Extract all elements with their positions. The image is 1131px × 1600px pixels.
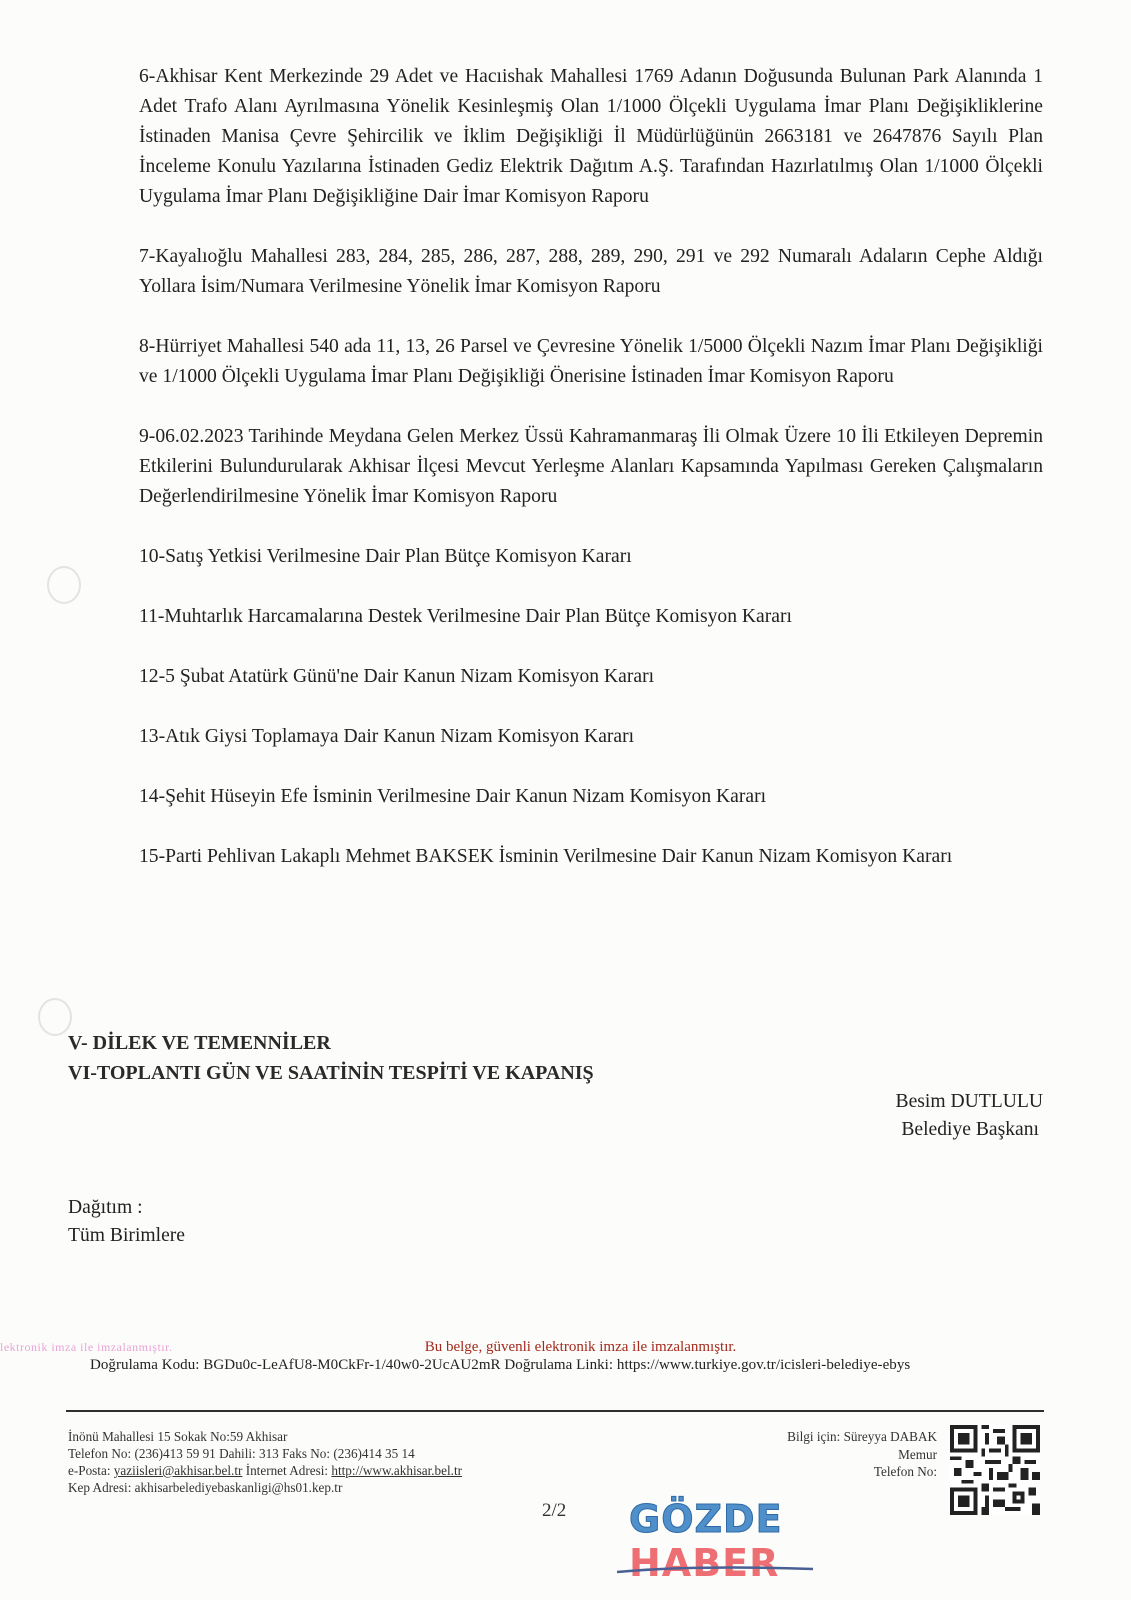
distribution-label: Dağıtım :: [68, 1197, 143, 1218]
kep-address: Kep Adresi: akhisarbelediyebaskanligi@hs01.kep.tr: [68, 1480, 343, 1495]
esignature-ghost-stamp: lektronik imza ile imzalanmıştır.: [0, 1340, 173, 1354]
logo-swoosh-icon: [615, 1563, 815, 1577]
agenda-item-8: 8-Hürriyet Mahallesi 540 ada 11, 13, 26 Parsel ve Çevresine Yönelik 1/5000 Ölçekli Nazım İmar Planı Değişikliği ve 1/1000 Ölçekli Uygulama İmar Planı Değişikliği Önerisine İstinaden İmar Komisyon Raporu: [139, 336, 1043, 387]
agenda-item-13: 13-Atık Giysi Toplamaya Dair Kanun Nizam Komisyon Kararı: [139, 726, 635, 747]
agenda-item-11: 11-Muhtarlık Harcamalarına Destek Verilmesine Dair Plan Bütçe Komisyon Kararı: [139, 606, 792, 627]
verification-code-label: Doğrulama Kodu:: [90, 1357, 200, 1373]
agenda-list: [139, 62, 1043, 902]
address: İnönü Mahallesi 15 Sokak No:59 Akhisar: [68, 1429, 288, 1444]
email-web-line: [68, 1462, 462, 1479]
distribution-value: Tüm Birimlere: [68, 1225, 185, 1246]
verification-link-label: Doğrulama Linki:: [504, 1357, 614, 1373]
phone-line: Telefon No: (236)413 59 91 Dahili: 313 Faks No: (236)414 35 14: [68, 1446, 415, 1461]
agenda-item-14: 14-Şehit Hüseyin Efe İsminin Verilmesine Dair Kanun Nizam Komisyon Kararı: [139, 786, 767, 807]
verification-line: [90, 1357, 910, 1374]
web-label: İnternet Adresi:: [245, 1463, 329, 1478]
logo-text-bottom: HABER: [629, 1541, 780, 1585]
agenda-item-9: 9-06.02.2023 Tarihinde Meydana Gelen Merkez Üssü Kahramanmaraş İli Olmak Üzere 10 İli Etkileyen Depremin Etkilerini Bulundurularak Akhisar İlçesi Mevcut Yerleşme Alanları Kapsamında Yapılması Gereken Çalışmaların Değerlendirilmesine Yönelik İmar Komisyon Raporu: [139, 426, 1043, 507]
signatory-name: Besim DUTLULU: [895, 1091, 1043, 1112]
agenda-item-10: 10-Satış Yetkisi Verilmesine Dair Plan Bütçe Komisyon Kararı: [139, 546, 632, 567]
gozde-haber-watermark-logo: [625, 1497, 825, 1589]
section-headings: [68, 1028, 594, 1088]
info-contact: Bilgi için: Süreyya DABAK: [787, 1429, 937, 1444]
email-link[interactable]: yaziisleri@akhisar.bel.tr: [113, 1463, 243, 1478]
verification-link[interactable]: https://www.turkiye.gov.tr/icisleri-belediye-ebys: [616, 1357, 911, 1373]
page-number: 2/2: [542, 1500, 567, 1521]
agenda-item-6: 6-Akhisar Kent Merkezinde 29 Adet ve Hacıishak Mahallesi 1769 Adanın Doğusunda Bulunan Park Alanında 1 Adet Trafo Alanı Ayrılmasına Yönelik Kesinleşmiş Olan 1/1000 Ölçekli Uygulama İmar Planı Değişikliklerine İstinaden Manisa Çevre Şehircilik ve İklim Değişikliği İl Müdürlüğünün 2663181 ve 2647876 Sayılı Plan İnceleme Konulu Yazılarına İstinaden Gediz Elektrik Dağıtım A.Ş. Tarafından Hazırlatılmış Olan 1/1000 Ölçekli Uygulama İmar Planı Değişikliğine Dair İmar Komisyon Raporu: [139, 66, 1043, 207]
verification-code: BGDu0c-LeAfU8-M0CkFr-1/40w0-2UcAU2mR: [203, 1357, 501, 1373]
web-link[interactable]: http://www.akhisar.bel.tr: [331, 1463, 463, 1478]
section-v-heading: V- DİLEK VE TEMENNİLER: [68, 1032, 331, 1054]
info-phone: Telefon No:: [873, 1464, 937, 1479]
footer-divider: [66, 1410, 1044, 1412]
punch-hole-top: [47, 566, 81, 604]
email-label: e-Posta:: [68, 1463, 111, 1478]
agenda-item-12: 12-5 Şubat Atatürk Günü'ne Dair Kanun Nizam Komisyon Kararı: [139, 666, 655, 687]
logo-text-top: GÖZDE: [629, 1497, 783, 1541]
agenda-item-15: 15-Parti Pehlivan Lakaplı Mehmet BAKSEK İsminin Verilmesine Dair Kanun Nizam Komisyon Kararı: [139, 846, 953, 867]
signature-block: [896, 1088, 1043, 1144]
qr-code-icon: [949, 1425, 1041, 1515]
info-block: [787, 1428, 937, 1481]
agenda-item-7: 7-Kayalıoğlu Mahallesi 283, 284, 285, 286, 287, 288, 289, 290, 291 ve 292 Numaralı Adaların Cephe Aldığı Yollara İsim/Numara Verilmesine Yönelik İmar Komisyon Raporu: [139, 246, 1043, 297]
signatory-title: Belediye Başkanı: [901, 1119, 1039, 1140]
distribution-block: [68, 1194, 185, 1250]
section-vi-heading: VI-TOPLANTI GÜN VE SAATİNİN TESPİTİ VE KAPANIŞ: [68, 1062, 594, 1084]
info-role: Memur: [898, 1446, 937, 1462]
punch-hole-bottom: [38, 998, 72, 1036]
esignature-notice: Bu belge, güvenli elektronik imza ile imzalanmıştır.: [424, 1339, 737, 1355]
contact-block: [68, 1428, 462, 1496]
